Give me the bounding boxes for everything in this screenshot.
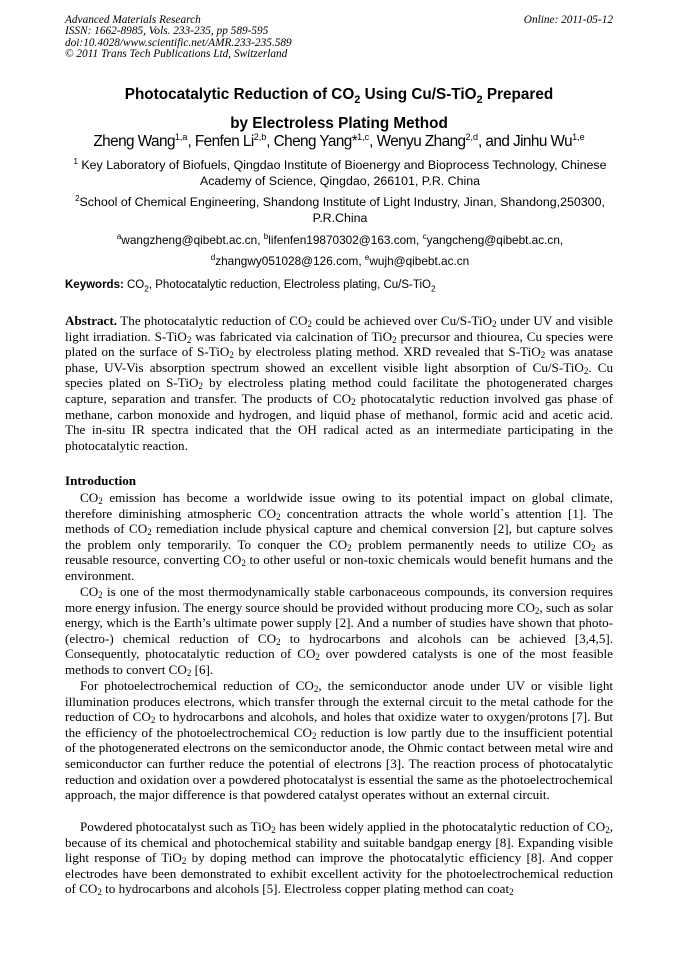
email-link[interactable]: wangzheng@qibebt.ac.cn, xyxy=(121,232,264,247)
author: Jinhu Wu xyxy=(512,133,573,151)
keywords-label: Keywords: xyxy=(65,279,124,291)
author: Wenyu Zhang xyxy=(376,133,466,151)
author: Zheng Wang xyxy=(93,133,175,151)
doi-line: doi:10.4028/www.scientific.net/AMR.233-235.589 xyxy=(65,36,292,49)
affiliation-1: $^1$ Key Laboratory of Biofuels, Qingdao Institute of Bioenergy and Bioprocess Technology, Chinese Academy of Science, Qingdao, 266101, P.R. China xyxy=(73,157,607,189)
online-date: Online: 2011-05-12 xyxy=(523,14,613,26)
journal-name: Advanced Materials Research xyxy=(65,14,201,26)
intro-paragraph-1: $CO_2$ emission has become a worldwide issue owing to its potential impact on global climate, therefore diminishing atmospheric $CO_2$ concentration attracts the whole world`s attention [1]. The methods of $CO_2$ remediation include physical capture and chemical conversion [2], but capture solves the problem only temporarily. To conquer the $CO_2$ problem permanently needs to utilize $CO_2$ as reusable resource, converting $CO_2$ to other useful or non-toxic chemicals would benefit humans and the environment. xyxy=(65,490,614,583)
email-link[interactable]: yangcheng@qibebt.ac.cn, xyxy=(426,232,564,247)
journal-header xyxy=(65,15,292,60)
intro-paragraph-2: $CO_2$ is one of the most thermodynamically stable carbonaceous compounds, its conversion requires more energy infusion. The energy source should be provided without producing more $CO_2$, such as solar energy, which is the Earth’s ultimate power supply [2]. And a number of studies have shown that photo- (electro-) chemical reduction of $CO_2$ to hydrocarbons and alcohols can be achieved [3,4,5]. Consequently, photocatalytic reduction of $CO_2$ over powdered catalysts is one of the most feasible methods to convert $CO_2$ [6]. xyxy=(65,584,613,678)
email-link[interactable]: lifenfen19870302@163.com, xyxy=(268,232,423,247)
email-link[interactable]: wujh@qibebt.ac.cn xyxy=(369,253,470,268)
paper-title: Photocatalytic Reduction of $CO_2$ Using Cu/S-TiO$_2$ Prepared by Electroless Plating Method xyxy=(124,86,554,133)
author-list: Zheng Wang$^{1,a}$, Fenfen Li$^{2,b}$, Cheng Yang*$^{1,c}$, Wenyu Zhang$^{2,d}$, and Jinhu Wu$^{1,e}$ xyxy=(93,132,585,151)
affiliation-2: $^2$School of Chemical Engineering, Shandong Institute of Light Industry, Jinan, Shandong,250300, P.R.China xyxy=(75,194,605,226)
abstract-label: Abstract. xyxy=(65,313,117,328)
intro-paragraph-4: Powdered photocatalyst such as TiO$_2$ has been widely applied in the photocatalytic reduction of $CO_2$, because of its chemical and photochemical stability and suitable bandgap energy [8]. Expanding visible light response of TiO$_2$ by doping method can improve the photocatalytic efficiency [8]. And copper electrodes have been demonstrated to exhibit excellent activity for the photoelectrochemical reduction of $CO_2$ to hydrocarbons and alcohols [5]. Electroless copper plating method can coat$_2$ xyxy=(65,819,614,898)
issn-line: ISSN: 1662-8985, Vols. 233-235, pp 589-595 xyxy=(65,25,269,38)
author: Fenfen Li xyxy=(194,133,254,151)
copyright-line: © 2011 Trans Tech Publications Ltd, Switzerland xyxy=(65,47,288,60)
abstract: Abstract. The photocatalytic reduction of $CO_2$ could be achieved over Cu/S-TiO$_2$ under UV and visible light irradiation. S-TiO$_2$ was fabricated via calcination of TiO$_2$ precursor and thiourea, Cu species were plated on the surface of S-TiO$_2$ by electroless plating method. XRD revealed that S-TiO$_2$ was anatase phase, UV-Vis absorption spectrum showed an excellent visible light absorption of Cu/S-TiO$_2$. Cu species plated on S-TiO$_2$ by electroless plating method could facilitate the photogenerated charges capture, separation and transfer. The products of $CO_2$ photocatalytic reduction involved gas phase of methane, carbon monoxide and hydrogen, and liquid phase of methanol, formic acid and acetic acid. The in-situ IR spectra indicated that the OH radical acted as an intermediate participating in the photocatalytic reaction. xyxy=(65,313,614,453)
author-emails: $^a$wangzheng@qibebt.ac.cn, $^b$lifenfen19870302@163.com, $^c$yangcheng@qibebt.ac.cn, $^d$zhangwy051028@126.com, $^e$wujh@qibebt.ac.cn xyxy=(116,232,564,268)
author: Cheng Yang* xyxy=(273,133,358,151)
email-link[interactable]: zhangwy051028@126.com, xyxy=(215,253,365,268)
keywords: Keywords: $CO_2$, Photocatalytic reduction, Electroless plating, Cu/S-TiO$_2$ xyxy=(65,279,436,294)
section-heading: Introduction xyxy=(65,473,137,488)
intro-paragraph-3: For photoelectrochemical reduction of $CO_2$, the semiconductor anode under UV or visible light illumination produces electrons, which transfer through the external circuit to the metal cathode for the reduction of $CO_2$ to hydrocarbons and alcohols, and holes that oxidize water to oxygen/protons [7]. But the efficiency of the photoelectrochemical $CO_2$ reduction is low partly due to the insufficient potential of the photogenerated electrons on the semiconductor anode, the Ohmic contact between metal wire and semiconductor can further reduce the potential of electrons [3]. The reaction process of photocatalytic reduction and oxidation over a powdered photocatalyst is essential the same as the photoelectrochemical approach, the major difference is that powdered catalyst operates without an external circuit. xyxy=(65,678,614,803)
